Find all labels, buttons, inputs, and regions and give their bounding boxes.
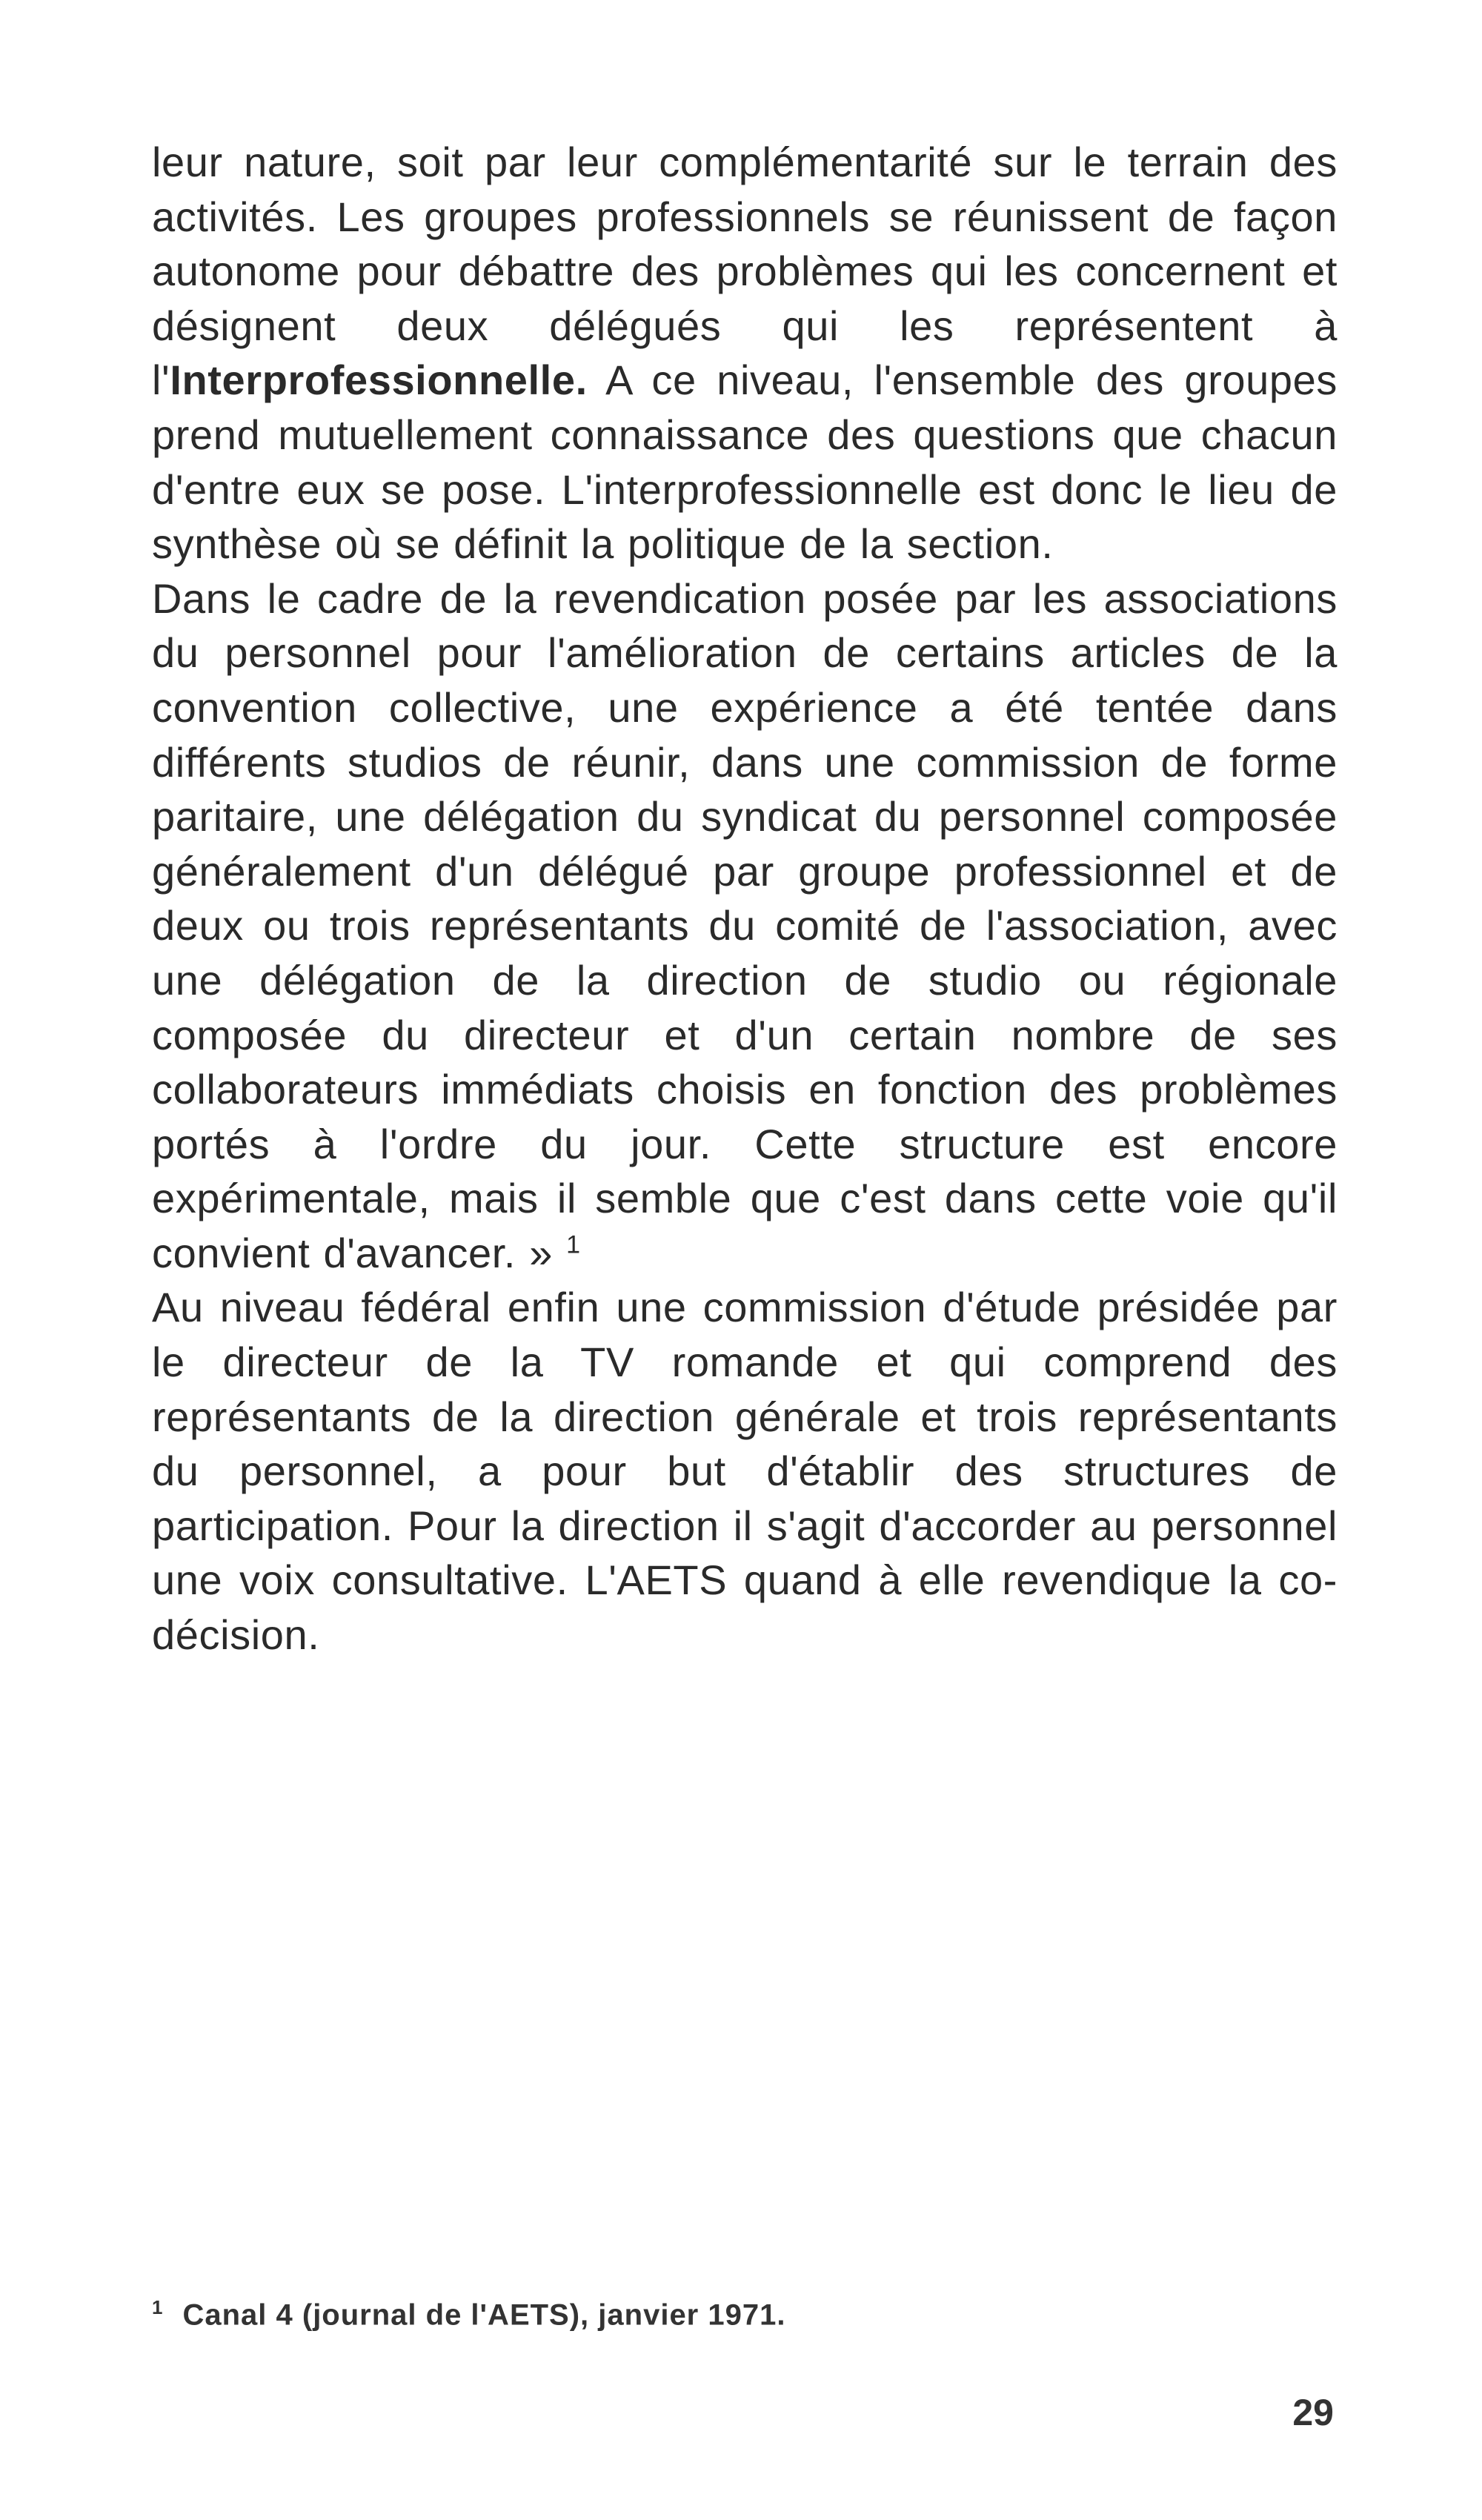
page-number: 29: [1292, 2392, 1334, 2433]
paragraph-3-text: Au niveau fédéral enfin une commission d'étude présidée par le directeur de la TV romande et qui comprend des représentants de la direction générale et trois représentants du personnel, a pour but d'établir des structures de participation. Pour la direction il s'agit d'accorder au personnel une voix consultative. L'AETS quand à elle revendique la co-décision.: [152, 1284, 1338, 1659]
bold-term-interprofessionnelle: Interprofessionnelle.: [170, 357, 588, 404]
footnote-text: Canal 4 (journal de l'AETS), janvier 1971.: [182, 2298, 786, 2332]
paragraph-3: [152, 1280, 1338, 1662]
paragraph-2: [152, 571, 1338, 1281]
paragraph-1-text-start: leur nature, soit par leur complémentarité sur le terrain des activités. Les groupes professionnels se réunissent de façon autonome pour débattre des problèmes qui les concernent et désignent deux délégués qui les représentent à l': [152, 139, 1338, 404]
body-text: [152, 135, 1338, 1662]
paragraph-1: [152, 135, 1338, 571]
paragraph-2-text: Dans le cadre de la revendication posée par les associations du personnel pour l'amélioration de certains articles de la convention collective, une expérience a été tentée dans différents studios de réunir, dans une commission de forme paritaire, une délégation du syndicat du personnel composée généralement d'un délégué par groupe professionnel et de deux ou trois représentants du comité de l'association, avec une délégation de la direction de studio ou régionale composée du directeur et d'un certain nombre de ses collaborateurs immédiats choisis en fonction des problèmes portés à l'ordre du jour. Cette structure est encore expérimentale, mais il semble que c'est dans cette voie qu'il convient d'avancer. »: [152, 574, 1338, 1276]
footnote-reference: 1: [566, 1230, 581, 1259]
footnote: [152, 2289, 1338, 2333]
footnote-marker: 1: [152, 2296, 164, 2318]
paragraph-1-text-end: A ce niveau, l'ensemble des groupes prend mutuellement connaissance des questions que chacun d'entre eux se pose. L'interprofessionnelle est donc le lieu de synthèse où se définit la politique de la section.: [152, 357, 1338, 568]
